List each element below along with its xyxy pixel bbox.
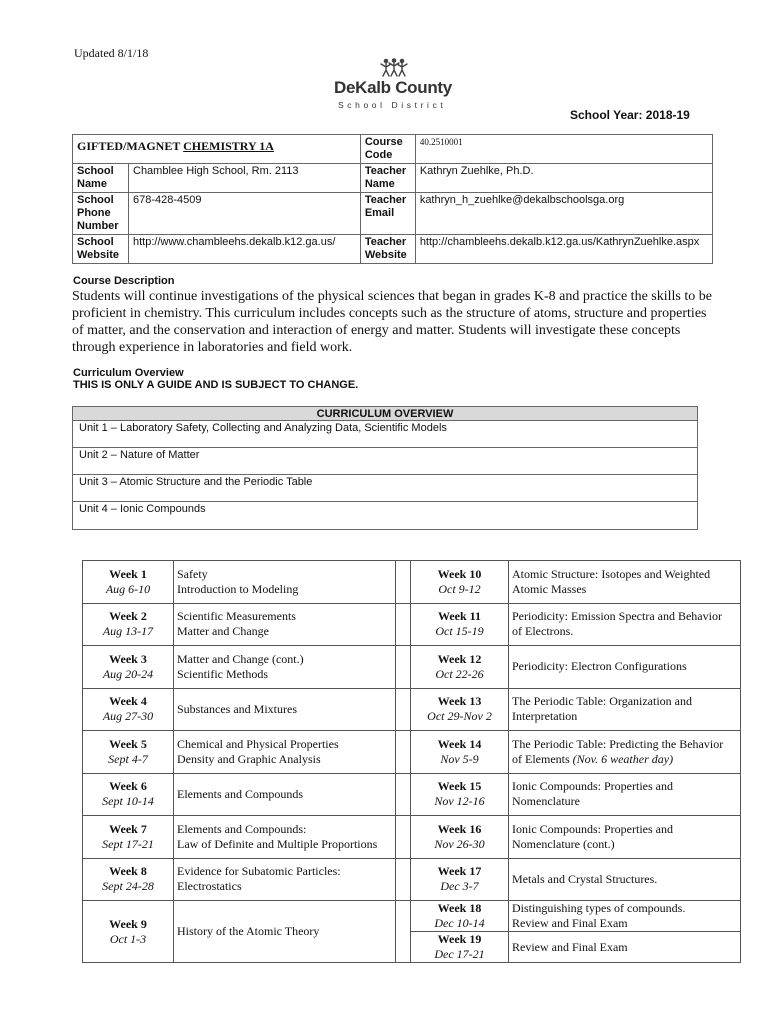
topic-line: Substances and Mixtures — [177, 701, 297, 716]
topic-line: of Electrons. — [512, 624, 574, 639]
topic-cell — [509, 731, 741, 774]
week-cell — [83, 688, 174, 731]
topic-line: Periodicity: Electron Configurations — [512, 659, 687, 674]
district-logo-subtitle: School District — [338, 100, 447, 110]
topic-line: Scientific Methods — [177, 666, 268, 681]
info-row-name — [73, 164, 713, 193]
spacer-cell — [396, 901, 411, 963]
week-dates: Dec 17-21 — [434, 947, 485, 961]
school-phone-label: School Phone Number — [73, 193, 129, 235]
week-cell — [83, 773, 174, 816]
week-cell — [83, 561, 174, 604]
school-year: School Year: 2018-19 — [570, 108, 690, 122]
week-cell — [83, 603, 174, 646]
info-row-website — [73, 235, 713, 264]
week-dates: Dec 10-14 — [434, 916, 485, 930]
topic-cell — [509, 646, 741, 689]
topic-cell — [174, 646, 396, 689]
info-row-course — [73, 135, 713, 164]
course-title-prefix: GIFTED/MAGNET — [77, 139, 184, 153]
topic-text: of Elements — [512, 751, 573, 766]
topic-line: Ionic Compounds: Properties and — [512, 821, 673, 836]
week-label: Week 3 — [109, 651, 147, 666]
week-dates: Oct 1-3 — [109, 931, 147, 946]
week-label: Week 9 — [109, 916, 147, 931]
topic-line: Law of Definite and Multiple Proportions — [177, 836, 378, 851]
teacher-name-value: Kathryn Zuehlke, Ph.D. — [415, 164, 712, 193]
topic-line — [512, 752, 740, 767]
spacer-cell — [396, 646, 411, 689]
topic-line: Nomenclature — [512, 794, 580, 809]
spacer-cell — [396, 858, 411, 901]
week-label: Week 4 — [109, 694, 147, 709]
week-label: Week 15 — [437, 779, 482, 794]
week-label: Week 13 — [437, 694, 482, 709]
unit-row: Unit 1 – Laboratory Safety, Collecting and Analyzing Data, Scientific Models — [73, 421, 697, 448]
week-label: Week 12 — [437, 651, 482, 666]
teacher-email-value[interactable]: kathryn_h_zuehlke@dekalbschoolsga.org — [415, 193, 712, 235]
teacher-email-label: Teacher Email — [360, 193, 415, 235]
topic-cell — [174, 603, 396, 646]
week-cell — [83, 901, 174, 963]
week-cell — [411, 561, 509, 604]
week-dates: Sept 17-21 — [102, 836, 154, 851]
teacher-name-label: Teacher Name — [360, 164, 415, 193]
schedule-row — [83, 731, 741, 774]
district-logo — [330, 58, 460, 110]
curriculum-overview-table-header: CURRICULUM OVERVIEW — [73, 407, 697, 421]
spacer-cell — [396, 731, 411, 774]
schedule-row — [83, 858, 741, 901]
schedule-row — [83, 901, 741, 932]
schedule-row — [83, 646, 741, 689]
week-label: Week 16 — [437, 821, 482, 836]
week-label: Week 18 — [437, 901, 482, 915]
topic-line: Review and Final Exam — [512, 916, 628, 930]
spacer-cell — [396, 561, 411, 604]
topic-cell — [509, 561, 741, 604]
teacher-website-label: Teacher Website — [360, 235, 415, 264]
week-label: Week 11 — [437, 609, 481, 624]
unit-row: Unit 2 – Nature of Matter — [73, 448, 697, 475]
topic-line: Distinguishing types of compounds. — [512, 901, 686, 915]
schedule-row — [83, 816, 741, 859]
topic-cell — [174, 901, 396, 963]
week-label: Week 1 — [109, 566, 147, 581]
week-cell — [411, 688, 509, 731]
topic-cell — [509, 816, 741, 859]
unit-row: Unit 3 – Atomic Structure and the Periodic Table — [73, 475, 697, 502]
course-title-name: CHEMISTRY 1A — [183, 139, 274, 153]
topic-line: Scientific Measurements — [177, 609, 296, 624]
teacher-website-link[interactable]: http://chambleehs.dekalb.k12.ga.us/KathrynZuehlke.aspx — [415, 235, 712, 264]
course-description-heading: Course Description — [73, 275, 175, 287]
schedule-row — [83, 688, 741, 731]
topic-line: The Periodic Table: Organization and — [512, 694, 692, 709]
topic-cell — [509, 901, 741, 932]
week-dates: Aug 27-30 — [102, 709, 154, 724]
topic-line: Matter and Change — [177, 624, 269, 639]
week-dates: Oct 29-Nov 2 — [427, 709, 492, 724]
info-row-contact — [73, 193, 713, 235]
topic-cell — [509, 773, 741, 816]
topic-line: Ionic Compounds: Properties and — [512, 779, 673, 794]
topic-line: Review and Final Exam — [512, 939, 628, 954]
topic-note: (Nov. 6 weather day) — [572, 751, 674, 766]
week-label: Week 2 — [109, 609, 147, 624]
topic-line: Electrostatics — [177, 879, 242, 894]
school-phone-value: 678-428-4509 — [129, 193, 361, 235]
course-code-label: Course Code — [360, 135, 415, 164]
topic-line: History of the Atomic Theory — [177, 924, 320, 938]
week-cell — [83, 816, 174, 859]
week-dates: Aug 20-24 — [102, 666, 154, 681]
curriculum-overview-heading: Curriculum Overview — [73, 367, 184, 379]
schedule-row — [83, 561, 741, 604]
week-dates: Nov 5-9 — [440, 751, 479, 766]
week-dates: Nov 12-16 — [434, 794, 485, 809]
week-dates: Oct 9-12 — [438, 581, 481, 596]
course-description-text: Students will continue investigations of the physical sciences that began in grades K-8 and practice the skills to be proficient in chemistry. This curriculum includes concepts such as the structure of atoms, structure and properties of matter, and the conservation and interaction of energy and matter. Students will investigate these concepts through experience in laboratories and field work. — [72, 289, 712, 355]
weekly-schedule-table — [82, 560, 741, 963]
topic-cell — [174, 731, 396, 774]
topic-line: Matter and Change (cont.) — [177, 651, 304, 666]
topic-line: Metals and Crystal Structures. — [512, 871, 658, 886]
topic-cell — [174, 858, 396, 901]
topic-line: Evidence for Subatomic Particles: — [177, 864, 341, 879]
topic-cell — [509, 688, 741, 731]
week-label: Week 6 — [109, 779, 147, 794]
week-cell — [411, 932, 509, 963]
week-dates: Dec 3-7 — [440, 879, 479, 894]
week-cell — [83, 731, 174, 774]
course-code-value: 40.2510001 — [415, 135, 712, 164]
week-label: Week 17 — [437, 864, 482, 879]
week-cell — [83, 646, 174, 689]
week-cell — [83, 858, 174, 901]
school-website-label: School Website — [73, 235, 129, 264]
topic-cell — [174, 561, 396, 604]
topic-cell — [174, 688, 396, 731]
spacer-cell — [396, 773, 411, 816]
topic-line: Chemical and Physical Properties — [177, 736, 339, 751]
curriculum-overview-heading-block — [73, 367, 358, 391]
school-name-value: Chamblee High School, Rm. 2113 — [129, 164, 361, 193]
week-dates: Sept 24-28 — [102, 879, 154, 894]
unit-row: Unit 4 – Ionic Compounds — [79, 503, 206, 515]
week-cell — [411, 731, 509, 774]
week-dates: Nov 26-30 — [434, 836, 485, 851]
district-logo-icon — [377, 58, 411, 78]
topic-cell — [509, 932, 741, 963]
curriculum-overview-table — [72, 406, 698, 530]
curriculum-overview-note: THIS IS ONLY A GUIDE AND IS SUBJECT TO CHANGE. — [73, 379, 359, 391]
week-label: Week 19 — [437, 932, 482, 946]
topic-line: Density and Graphic Analysis — [177, 751, 321, 766]
course-info-table — [72, 134, 713, 264]
topic-line: Atomic Masses — [512, 581, 587, 596]
topic-line: Elements and Compounds — [177, 786, 303, 801]
topic-line: Atomic Structure: Isotopes and Weighted — [512, 566, 711, 581]
week-dates: Oct 22-26 — [435, 666, 484, 681]
week-label: Week 10 — [437, 566, 482, 581]
topic-line: The Periodic Table: Predicting the Behavior — [512, 736, 724, 751]
topic-cell — [509, 603, 741, 646]
school-name-label: School Name — [73, 164, 129, 193]
week-cell — [411, 816, 509, 859]
topic-line: Introduction to Modeling — [177, 581, 299, 596]
week-label: Week 5 — [109, 736, 147, 751]
school-website-link[interactable]: http://www.chambleehs.dekalb.k12.ga.us/ — [129, 235, 361, 264]
week-label: Week 14 — [437, 736, 482, 751]
schedule-row — [83, 773, 741, 816]
spacer-cell — [396, 816, 411, 859]
topic-line: Safety — [177, 566, 208, 581]
topic-line: Periodicity: Emission Spectra and Behavior — [512, 609, 722, 624]
topic-cell — [174, 816, 396, 859]
topic-cell — [509, 858, 741, 901]
week-label: Week 8 — [109, 864, 147, 879]
week-dates: Aug 6-10 — [105, 581, 151, 596]
week-cell — [411, 603, 509, 646]
topic-cell — [174, 773, 396, 816]
course-title — [73, 135, 361, 164]
week-label: Week 7 — [109, 821, 147, 836]
week-cell — [411, 773, 509, 816]
topic-line: Nomenclature (cont.) — [512, 836, 615, 851]
week-cell — [411, 858, 509, 901]
week-cell — [411, 901, 509, 932]
week-dates: Sept 4-7 — [108, 751, 148, 766]
week-dates: Aug 13-17 — [102, 624, 154, 639]
week-dates: Sept 10-14 — [102, 794, 154, 809]
updated-date: Updated 8/1/18 — [74, 46, 149, 60]
week-cell — [411, 646, 509, 689]
topic-line: Elements and Compounds: — [177, 821, 307, 836]
week-dates: Oct 15-19 — [435, 624, 484, 639]
spacer-cell — [396, 688, 411, 731]
topic-line: Interpretation — [512, 709, 578, 724]
district-logo-name: DeKalb County — [334, 78, 452, 97]
schedule-row — [83, 603, 741, 646]
spacer-cell — [396, 603, 411, 646]
